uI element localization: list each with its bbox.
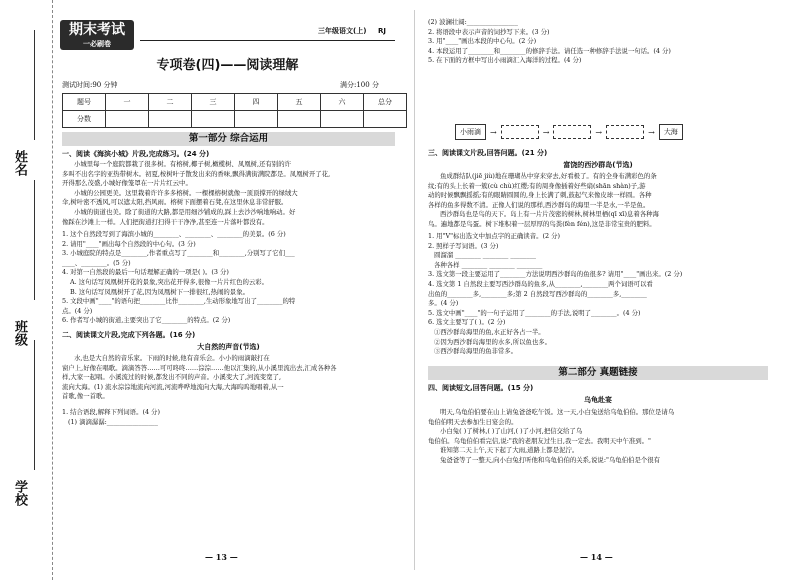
flow-blank[interactable]	[553, 125, 591, 139]
score-head: 总分	[364, 94, 407, 111]
question-item: 出鱼的________多,________多;第 2 自然段写西沙群岛的________多,________	[428, 289, 647, 298]
passage-line: 兔爸爸等了一整天,向小白兔打听他和乌龟伯伯的关系,说说:"乌龟伯伯是个很有	[440, 455, 661, 464]
passage-3	[428, 172, 659, 230]
arrow-icon: →	[648, 127, 655, 137]
passage-1	[62, 160, 330, 227]
score-cell[interactable]	[149, 111, 192, 128]
question-2-items	[62, 408, 160, 427]
score-head: 四	[235, 94, 278, 111]
question-item: 4. 本段运用了________和________的修辞手法。请任选一种修辞手法说一句话。(4 分)	[428, 46, 671, 55]
score-head: 题号	[63, 94, 106, 111]
question-item: 3. 选文第一段主要运用了________方法说明西沙群岛的鱼很多? 请用"____"画出来。(2 分)	[428, 270, 683, 279]
passage-line: 多叫不出名字的亚热带树木。初夏,桉树叶子散发出来的香味,飘得满街满院都是。凤凰树开了花,	[62, 169, 331, 178]
question-item: 4. 选文第 1 自然段主要写西沙群岛的鱼多,从________,________两个词语可以看	[428, 279, 653, 288]
question-item: 多。(4 分)	[428, 299, 459, 308]
question-item: 1. 用"V"标出选文中加点字的正确读音。(2 分)	[428, 232, 560, 240]
score-cell[interactable]	[235, 111, 278, 128]
passage-line: 鸟。遍地都是鸟蛋。树下堆积着一层厚厚的鸟粪(fèn fén),这是非常宝贵的肥料。	[428, 219, 656, 228]
passage-line: 流向大海。(1) 流水淙淙地流向河流,河流哗哗地流向大海,大海呜呜地唱着,从一	[62, 382, 284, 391]
question-item: 5. 在下面的方框中写出小雨滴汇入海洋的过程。(4 分)	[428, 56, 582, 65]
exam-logo: 期末考试 一必刷卷	[60, 20, 134, 50]
passage-3-title: 富饶的西沙群岛(节选)	[563, 161, 633, 169]
full-score: 满分:100 分	[340, 81, 379, 89]
question-1-items	[62, 230, 295, 326]
passage-line: 小白兔( )了树林,( )了山河,( )了小河,把信交给了乌	[440, 427, 583, 436]
arrow-icon: →	[595, 127, 603, 137]
page-divider	[414, 10, 415, 570]
passage-line: 动的时候飘飘摇摇;有的眼睛圆圆的,身上长满了刺,鼓起气来像皮球一样圆。各种	[428, 191, 652, 200]
passage-line: 窗户上,好像在唱歌。滴滴答答……可可咚咚……淙淙……他以汇集的,从小溪里流出去,汇成各种各	[62, 363, 337, 372]
word-pattern: 圆溜溜 ________ ________ ________	[434, 251, 536, 260]
right-top-items	[428, 18, 671, 66]
question-item: 3. 用"____"画出本段的中心句。(2 分)	[428, 37, 537, 46]
question-item: 4. 对第一自然段的最后一句话理解正确的一项是( )。(3 分)	[62, 268, 229, 277]
passage-2-title: 大自然的声音(节选)	[197, 343, 260, 351]
passage-line: 小城里每一个庭院都栽了很多树。有榕树,椰子树,橄榄树、凤凰树,还有别的许	[74, 160, 291, 168]
passage-line: 小城的街道也美。除了街道的大路,都是用细沙铺成的,踩上去沙沙响地响动。好	[74, 207, 296, 216]
header-rule	[140, 40, 395, 41]
passage-4	[428, 408, 674, 466]
score-head: 一	[106, 94, 149, 111]
option-b: B. 这句话写凤凰树开了花,因为凤凰树下一排很红,热闹的景象。	[70, 287, 249, 296]
question-item: (2) 波澜壮阔:________________	[428, 18, 518, 26]
passage-line: 伞,树叶密不透风,可以遮太阳,挡风雨。榕树下面摆着石凳,在这里休息非常舒服。	[62, 198, 288, 207]
passage-line: 谁知第二天上午,天下起了大雨,道路上都是泥泞。	[440, 446, 579, 455]
passage-line: 水,也是大自然的音乐家。下雨的时候,他有音乐会。小小的雨滴敲打在	[74, 354, 270, 362]
passage-line: 鱼成群结队(jiē jiù)地在珊瑚丛中穿来穿去,好看极了。有的全身布满彩色的条	[440, 172, 657, 180]
passage-line: 开得那么茂盛,小城好像笼罩在一片片红云中。	[62, 179, 192, 188]
score-head: 三	[192, 94, 235, 111]
option-1: ①西沙群岛海里的鱼,水正好各占一半。	[434, 327, 545, 336]
passage-line: 各样的鱼多得数不清。正像人们说的那样,西沙群岛的海里一半是水,一半是鱼。	[428, 200, 650, 209]
passage-line: 明天,乌龟伯伯要在山上请兔爸爸吃午饭。这一天,小白兔送给乌龟伯伯。那位是请乌	[440, 408, 675, 416]
question-3-items	[428, 232, 682, 357]
option-a: A. 这句话写凤凰树开花的景象,突出花开得多,很像一片片红色的云彩。	[70, 277, 269, 286]
page-title: 专项卷(四)——阅读理解	[156, 58, 299, 73]
question-4-title: 四、阅读短文,回答问题。(15 分)	[428, 384, 534, 392]
score-cell[interactable]	[278, 111, 321, 128]
passage-line: 纹;有的头上长着一簇(cù chù)红缨;有的周身像插着好些扇(shān shàn)子,游	[428, 181, 646, 190]
school-label: 学校	[12, 480, 27, 506]
flow-start: 小雨滴	[455, 124, 486, 140]
passage-line: 小城的公园更美。这里栽着许许多多榕树。一棵棵榕树就像一顶顶撑开的绿绒大	[74, 188, 298, 197]
score-cell[interactable]	[364, 111, 407, 128]
score-cell[interactable]	[321, 111, 364, 128]
question-item: (1) 滴滴潺潺:________________	[68, 417, 158, 426]
passage-4-title: 乌龟赴宴	[584, 396, 612, 404]
option-3: ③西沙群岛海里的鱼非常多。	[434, 347, 518, 356]
question-item: 1. 这个自然段写到了海滨小城的________、________、________的美景。(6 分)	[62, 230, 286, 238]
grade-label: 三年级语文(上)	[318, 27, 367, 35]
page-number-left: — 13 —	[205, 552, 238, 562]
question-item: 3. 小城庭院的特点是________,作者重点写了________和________,分别写了它们___	[62, 249, 295, 258]
passage-line: 龟伯伯。乌龟伯伯看完信,说:"我的老朋友过生日,我一定去。我明天中午准到。"	[428, 436, 651, 445]
score-cell[interactable]	[192, 111, 235, 128]
name-line	[34, 30, 35, 140]
flow-diagram	[455, 124, 683, 140]
passage-line: 首歌,像一首歌。	[62, 392, 109, 401]
flow-blank[interactable]	[501, 125, 539, 139]
arrow-icon: →	[542, 127, 550, 137]
arrow-icon: →	[490, 127, 497, 137]
question-item: ____、________。(5 分)	[62, 258, 131, 267]
question-item: 5. 选文中画"____"的一句子运用了________的手法,说明了________。(4 分)	[428, 308, 641, 317]
score-head: 二	[149, 94, 192, 111]
question-item: 点。(4 分)	[62, 306, 93, 315]
question-item: 2. 将语段中表示声音的词抄写下来。(3 分)	[428, 27, 550, 36]
flow-blank[interactable]	[606, 125, 644, 139]
question-item: 1. 结合语段,解释下列词语。(4 分)	[62, 408, 160, 416]
part2-heading: 第二部分 真题链接	[428, 366, 768, 380]
score-head: 六	[321, 94, 364, 111]
passage-2	[62, 354, 337, 402]
part1-heading: 第一部分 综合运用	[62, 132, 395, 146]
class-label: 班级	[12, 320, 27, 346]
score-row-label: 分数	[63, 111, 106, 128]
passage-line: 像踩在沙滩上一样。人们把街道打扫得干干净净,甚至连一片落叶都没有。	[62, 217, 269, 226]
passage-line: 西沙群岛也是鸟的天下。岛上有一片片茂密的树林,树林里栖(qī xī)息着各种海	[440, 210, 659, 219]
question-3-title: 三、阅读课文片段,回答问题。(21 分)	[428, 149, 548, 157]
question-item: 2. 请用"____"画出每个自然段的中心句。(3 分)	[62, 239, 196, 248]
score-table	[62, 93, 407, 128]
class-line	[34, 180, 35, 300]
question-1-title: 一、阅读《海滨小城》片段,完成练习。(24 分)	[62, 150, 210, 158]
page-number-right: — 14 —	[580, 552, 613, 562]
score-head: 五	[278, 94, 321, 111]
school-line	[34, 340, 35, 470]
option-2: ②因为西沙群岛海里的水多,所以鱼也多。	[434, 337, 552, 346]
question-item: 2. 照样子写词语。(3 分)	[428, 241, 499, 250]
passage-line: 样,大家一起唱。小溪流过的时候,都发出不同的声音。小溪变大了,河流变宽了,	[62, 373, 282, 382]
question-item: 6. 选文主要写了( )。(2 分)	[428, 318, 506, 327]
question-item: 5. 文段中画"____"的语句把________比作________,生动形象地写出了________的特	[62, 297, 296, 306]
name-label: 姓名	[12, 150, 27, 176]
word-pattern: 各种各样 ________ ________ ________	[434, 260, 543, 269]
question-item: 6. 作者写小城的街道,主要突出了它________的特点。(2 分)	[62, 316, 231, 325]
question-2-title: 二、阅读课文片段,完成下列各题。(16 分)	[62, 331, 196, 339]
flow-end: 大海	[659, 124, 683, 140]
edition-label: RJ	[378, 27, 386, 35]
passage-line: 龟伯伯明天去参加生日宴会的。	[428, 417, 518, 426]
exam-time: 测试时间:90 分钟	[62, 81, 118, 89]
score-cell[interactable]	[106, 111, 149, 128]
